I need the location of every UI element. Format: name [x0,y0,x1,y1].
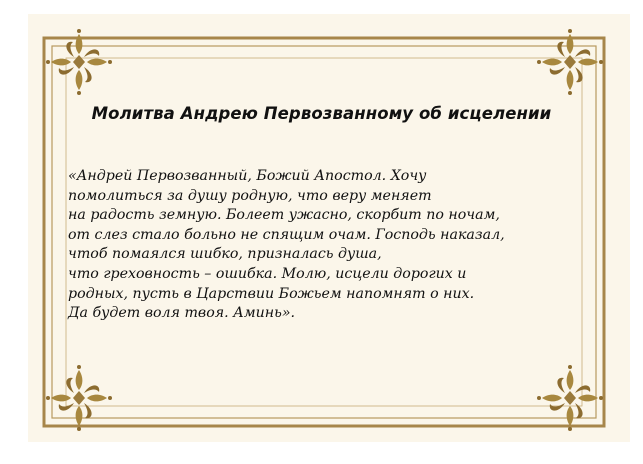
prayer-line: на радость земную. Болеет ужасно, скорбит по ночам, [68,207,500,224]
prayer-line: родных, пусть в Царствии Божьем напомнят о них. [68,285,475,302]
prayer-line: от слез стало больно не спящим очам. Господь наказал, [68,226,505,243]
prayer-text [68,167,608,324]
prayer-line: Да будет воля твоя. Аминь». [68,305,296,322]
fleur-de-lis-corner-icon [537,365,603,431]
fleur-de-lis-corner-icon [46,365,112,431]
prayer-line: чтоб помаялся шибко, призналась душа, [68,246,382,263]
prayer-line: «Андрей Первозванный, Божий Апостол. Хочу [68,168,427,184]
prayer-line: помолиться за душу родную, что веру меняет [68,187,432,204]
prayer-title: Молитва Андрею Первозванному об исцелении [91,104,552,123]
prayer-line: что греховность – ошибка. Молю, исцели дорогих и [68,265,467,282]
